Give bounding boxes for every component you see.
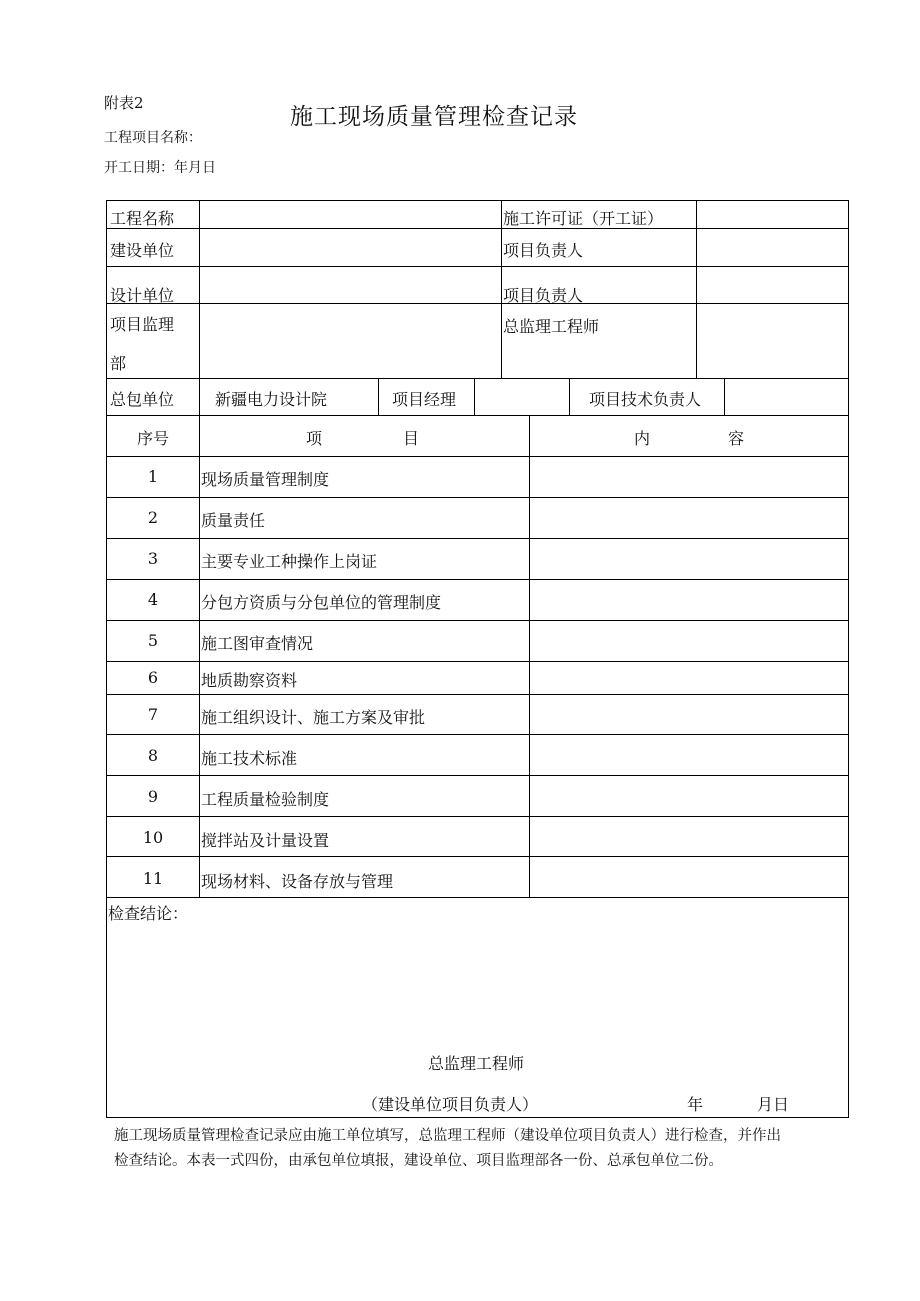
- rule-line: [107, 415, 848, 416]
- row-item: 地质勘察资料: [201, 671, 298, 690]
- rule-line: [569, 378, 570, 415]
- rule-line: [107, 897, 848, 898]
- column-header-content: 内: [633, 429, 651, 448]
- chief-engineer-label: 总监理工程师: [503, 317, 600, 336]
- builder-lead-label: 项目负责人: [503, 241, 584, 260]
- year-label: 年: [687, 1095, 704, 1114]
- row-item: 分包方资质与分包单位的管理制度: [201, 593, 442, 612]
- row-number: 4: [147, 590, 159, 609]
- general-contractor-value: 新疆电力设计院: [215, 390, 328, 409]
- project-name-label-cell: 工程名称: [110, 209, 175, 228]
- designer-label: 设计单位: [110, 286, 175, 305]
- row-number: 1: [147, 467, 159, 486]
- rule-line: [107, 266, 848, 267]
- rule-line: [107, 228, 848, 229]
- rule-line: [474, 378, 475, 415]
- rule-line: [107, 579, 848, 580]
- rule-line: [107, 694, 848, 695]
- project-manager-label: 项目经理: [392, 390, 457, 409]
- column-header-content: 容: [727, 429, 745, 448]
- row-item: 工程质量检验制度: [201, 790, 330, 809]
- row-item: 施工技术标准: [201, 749, 298, 768]
- row-number: 8: [147, 746, 159, 765]
- footer-note: 施工现场质量管理检查记录应由施工单位填写，总监理工程师（建设单位项目负责人）进行检查，并作出: [114, 1128, 781, 1144]
- designer-lead-label: 项目负责人: [503, 286, 584, 305]
- row-item: 现场质量管理制度: [201, 470, 330, 489]
- tech-lead-label: 项目技术负责人: [589, 390, 702, 409]
- row-item: 施工图审查情况: [201, 634, 314, 653]
- signer-note: （建设单位项目负责人）: [362, 1095, 539, 1114]
- rule-line: [107, 661, 848, 662]
- row-item: 搅拌站及计量设置: [201, 831, 330, 850]
- row-item: 现场材料、设备存放与管理: [201, 872, 394, 891]
- rule-line: [107, 816, 848, 817]
- rule-line: [199, 415, 200, 897]
- rule-line: [107, 497, 848, 498]
- rule-line: [696, 201, 697, 378]
- rule-line: [107, 775, 848, 776]
- page-title: 施工现场质量管理检查记录: [290, 104, 578, 130]
- rule-line: [724, 378, 725, 415]
- rule-line: [529, 415, 530, 897]
- row-item: 施工组织设计、施工方案及审批: [201, 708, 426, 727]
- row-number: 3: [147, 549, 159, 568]
- column-header-item: 项: [305, 429, 323, 448]
- permit-label: 施工许可证（开工证）: [503, 209, 664, 228]
- rule-line: [199, 378, 200, 415]
- conclusion-label: 检查结论：: [108, 904, 189, 923]
- general-contractor-label: 总包单位: [110, 390, 175, 409]
- rule-line: [107, 856, 848, 857]
- footer-note: 检查结论。本表一式四份，由承包单位填报，建设单位、项目监理部各一份、总承包单位二份。: [114, 1153, 723, 1169]
- row-item: 主要专业工种操作上岗证: [201, 552, 378, 571]
- start-date-label: 开工日期：年月日: [104, 160, 216, 176]
- row-number: 10: [142, 828, 164, 847]
- rule-line: [501, 201, 502, 378]
- inspection-form: [106, 200, 849, 1118]
- row-number: 7: [147, 705, 159, 724]
- row-number: 6: [147, 668, 159, 687]
- row-number: 11: [142, 869, 164, 888]
- rule-line: [107, 378, 848, 379]
- rule-line: [107, 734, 848, 735]
- row-number: 2: [147, 508, 159, 527]
- column-header-no: 序号: [136, 429, 170, 448]
- month-day-label: 月日: [757, 1095, 790, 1114]
- supervisor-label-cont: 部: [110, 354, 127, 373]
- annex-label: 附表2: [104, 94, 144, 112]
- rule-line: [107, 620, 848, 621]
- row-number: 9: [147, 787, 159, 806]
- rule-line: [107, 456, 848, 457]
- rule-line: [378, 378, 379, 415]
- rule-line: [199, 201, 200, 378]
- row-item: 质量责任: [201, 511, 266, 530]
- signer-label: 总监理工程师: [428, 1054, 525, 1073]
- project-name-label: 工程项目名称：: [104, 130, 202, 146]
- rule-line: [107, 538, 848, 539]
- builder-label: 建设单位: [110, 241, 175, 260]
- column-header-item: 目: [402, 429, 420, 448]
- rule-line: [107, 303, 848, 304]
- supervisor-label: 项目监理: [110, 315, 175, 334]
- row-number: 5: [147, 631, 159, 650]
